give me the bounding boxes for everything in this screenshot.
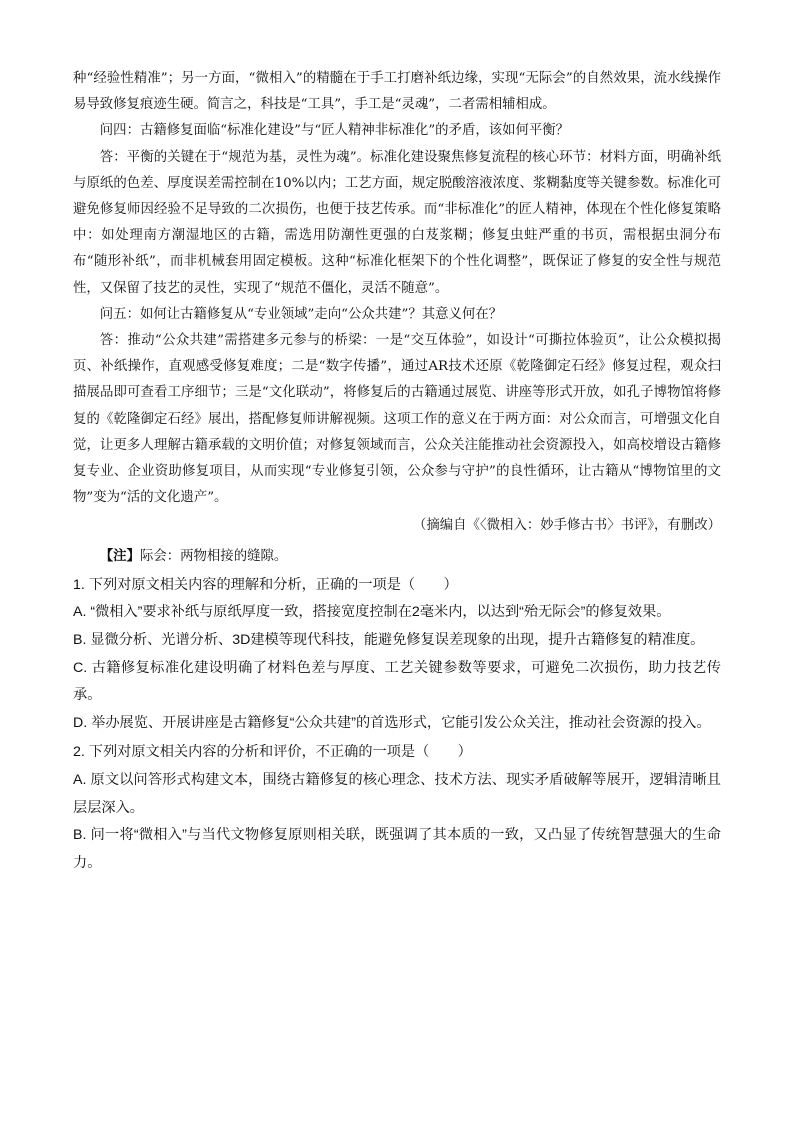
question-2-stem: 2. 下列对原文相关内容的分析和评价，不正确的一项是（ ）: [73, 744, 472, 761]
exam-page: [73, 66, 721, 877]
question-2-option-b[interactable]: B. 问一将“微相入”与当代文物修复原则相关联，既强调了其本质的一致，又凸显了传统智慧强大的生命力。: [73, 827, 721, 871]
question-1-option-c[interactable]: C. 古籍修复标准化建设明确了材料色差与厚度、工艺关键参数等要求，可避免二次损伤，助力技艺传承。: [73, 659, 721, 704]
passage-paragraph-continuation: 种“经验性精准”；另一方面，“微相入”的精髓在于手工打磨补纸边缘，实现“无际会”的自然效果，流水线操作易导致修复痕迹生硬。简言之，科技是“工具”，手工是“灵魂”，二者需相辅相成。: [73, 71, 721, 113]
question-1-option-b[interactable]: B. 显微分析、光谱分析、3D建模等现代科技，能避免修复误差现象的出现，提升古籍修复的精准度。: [73, 632, 705, 649]
question-1-option-d[interactable]: D. 举办展览、开展讲座是古籍修复“公众共建”的首选形式，它能引发公众关注，推动社会资源的投入。: [73, 714, 711, 731]
question-1-stem: 1. 下列对原文相关内容的理解和分析，正确的一项是（ ）: [73, 576, 458, 593]
passage-answer-5: 答：推动“公众共建”需搭建多元参与的桥梁：一是“交互体验”，如设计“可撕拉体验页”，让公众模拟揭页、补纸操作，直观感受修复难度；二是“数字传播”，通过AR技术还原《乾隆御定石经》修复过程，观众扫描展品即可查看工序细节；三是“文化联动”，将修复后的古籍通过展览、讲座等形式开放，如孔子博物馆将修复的《乾隆御定石经》展出，搭配修复师讲解视频。这项工作的意义在于两方面：对公众而言，可增强文化自觉，让更多人理解古籍承载的文明价值；对修复领域而言，公众关注能推动社会资源投入，如高校增设古籍修复专业、企业资助修复项目，从而实现“专业修复引领，公众参与守护”的良性循环，让古籍从“博物馆里的文物”变为“活的文化遗产”。: [73, 333, 721, 506]
passage-answer-4: 答：平衡的关键在于“规范为基，灵性为魂”。标准化建设聚焦修复流程的核心环节：材料方面，明确补纸与原纸的色差、厚度误差需控制在10%以内；工艺方面，规定脱酸溶液浓度、浆糊黏度等关键参数。标准化可避免修复师因经验不足导致的二次损伤，也便于技艺传承。而“非标准化”的匠人精神，体现在个性化修复策略中：如处理南方潮湿地区的古籍，需选用防潮性更强的白芨浆糊；修复虫蛀严重的书页，需根据虫洞分布布“随形补纸”，而非机械套用固定模板。这种“标准化框架下的个性化调整”，既保证了修复的安全性与规范性，又保留了技艺的灵性，实现了“规范不僵化，灵活不随意”。: [73, 149, 721, 296]
question-2-option-a[interactable]: A. 原文以问答形式构建文本，围绕古籍修复的核心理念、技术方法、现实矛盾破解等展开，逻辑清晰且层层深入。: [73, 772, 721, 816]
note-tag: 【注】: [99, 548, 140, 564]
note-text: 际会：两物相接的缝隙。: [139, 548, 288, 564]
passage-question-4: 问四：古籍修复面临“标准化建设”与“匠人精神非标准化”的矛盾，该如何平衡？: [99, 123, 570, 139]
question-2: [73, 739, 721, 877]
question-1: [73, 572, 721, 738]
question-1-option-a[interactable]: A. “微相入”要求补纸与原纸厚度一致，搭接宽度控制在2毫米内，以达到“殆无际会”的修复效果。: [73, 604, 671, 621]
passage-source: （摘编自《〈微相入：妙手修古书〉书评》，有删改）: [413, 518, 721, 534]
passage-note: [73, 544, 721, 570]
passage-question-5: 问五：如何让古籍修复从“专业领域”走向“公众共建”？其意义何在？: [99, 306, 503, 322]
